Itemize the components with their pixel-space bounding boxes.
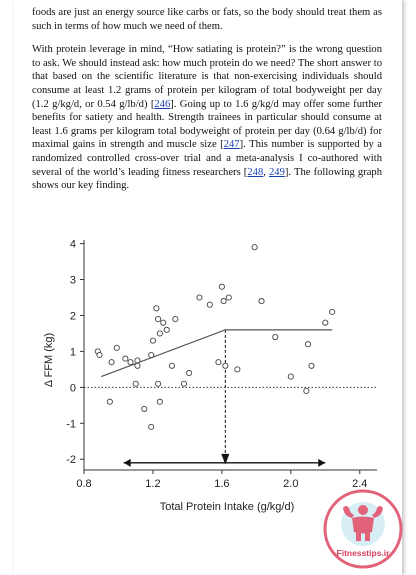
data-point	[157, 331, 162, 336]
x-tick-label: 1.2	[145, 478, 161, 490]
y-tick-label: 3	[69, 274, 76, 287]
citation-link-247[interactable]: 247	[223, 139, 240, 151]
paragraph-2-part-c: ]. This number is supported by a randomized controlled cross-over trial and a meta-analysis I co-authored with several of the world’s leading fitness researchers [	[32, 139, 382, 178]
paragraph-1	[32, 6, 382, 33]
paragraph-2-part-b: ]. Going up to 1.6 g/kg/d may offer some further benefits for satiety and health. Strength trainees in particular should consume at least 1.6 grams per kilogram total bodyweight of protein per day (0.64 g/lb/d) for maximal gains in strength and muscle size [	[32, 98, 383, 151]
paragraph-1-text: foods are just an energy source like carbs or fats, so the body should treat them as such in terms of how much we need of them.	[32, 7, 382, 32]
data-point	[156, 316, 161, 321]
data-point	[252, 245, 257, 250]
data-point	[142, 406, 147, 411]
data-point	[169, 363, 174, 368]
data-point	[187, 370, 192, 375]
y-tick-label: 1	[69, 346, 76, 359]
data-point	[305, 342, 310, 347]
data-point	[330, 309, 335, 314]
protein-ffm-chart	[32, 232, 392, 522]
citation-link-248[interactable]: 248	[247, 166, 264, 178]
y-tick-label: 2	[69, 310, 76, 323]
watermark-text: Fitnesstips.ir	[336, 548, 390, 558]
data-point	[181, 381, 186, 386]
x-axis-title: Total Protein Intake (g/kg/d)	[159, 501, 295, 513]
data-point	[226, 295, 231, 300]
data-point	[123, 356, 128, 361]
data-point	[216, 360, 221, 365]
y-tick-label: 4	[69, 238, 76, 251]
paragraph-2-part-d: ]. The following graph shows our key finding.	[32, 166, 383, 192]
data-point	[149, 424, 154, 429]
data-point	[221, 298, 226, 303]
data-point	[150, 338, 155, 343]
data-point	[128, 360, 133, 365]
data-point	[97, 352, 102, 357]
data-point	[135, 358, 140, 363]
chart-svg	[32, 232, 392, 522]
data-point	[161, 320, 166, 325]
chart-marks	[84, 245, 377, 467]
paragraph-2-part-a: With protein leverage in mind, “How satiating is protein?” is the wrong question to ask. We should instead ask: how much protein do we need? The short answer to that based on the scientific literature is that non-exercising individuals should consume at least 1.2 grams of protein per kilogram of total bodyweight per day (1.2 g/kg/d, or 0.54 g/lb/d) [	[32, 44, 382, 110]
y-tick-label: 0	[69, 382, 76, 395]
data-point	[109, 360, 114, 365]
data-point	[114, 345, 119, 350]
data-point	[207, 302, 212, 307]
data-point	[135, 363, 140, 368]
data-point	[323, 320, 328, 325]
data-point	[154, 306, 159, 311]
data-point	[219, 284, 224, 289]
data-point	[157, 399, 162, 404]
y-axis-title: Δ FFM (kg)	[43, 332, 55, 388]
ci-left-arrowhead	[124, 459, 131, 467]
x-tick-label: 2.4	[352, 478, 368, 490]
data-point	[273, 334, 278, 339]
data-point	[288, 374, 293, 379]
ci-right-arrowhead	[318, 459, 325, 467]
paragraph-2	[32, 43, 382, 193]
x-tick-label: 2.0	[283, 478, 299, 490]
fitnesstips-watermark	[322, 488, 404, 570]
data-point	[223, 363, 228, 368]
data-point	[197, 295, 202, 300]
data-point	[164, 327, 169, 332]
data-point	[133, 381, 138, 386]
x-tick-label: 0.8	[76, 478, 92, 490]
watermark-logo	[322, 488, 404, 570]
y-tick-label: -1	[66, 418, 76, 431]
y-tick-label: -2	[66, 454, 76, 467]
data-point	[173, 316, 178, 321]
data-point	[304, 388, 309, 393]
data-point	[259, 298, 264, 303]
citation-link-246[interactable]: 246	[154, 98, 171, 110]
data-point	[235, 367, 240, 372]
data-point	[149, 352, 154, 357]
data-point	[156, 381, 161, 386]
body-text	[32, 6, 382, 203]
data-point	[107, 399, 112, 404]
segmented-regression-line	[101, 330, 332, 377]
citation-separator: ,	[263, 166, 269, 178]
x-tick-label: 1.6	[214, 478, 230, 490]
citation-link-249[interactable]: 249	[269, 166, 285, 178]
data-point	[309, 363, 314, 368]
